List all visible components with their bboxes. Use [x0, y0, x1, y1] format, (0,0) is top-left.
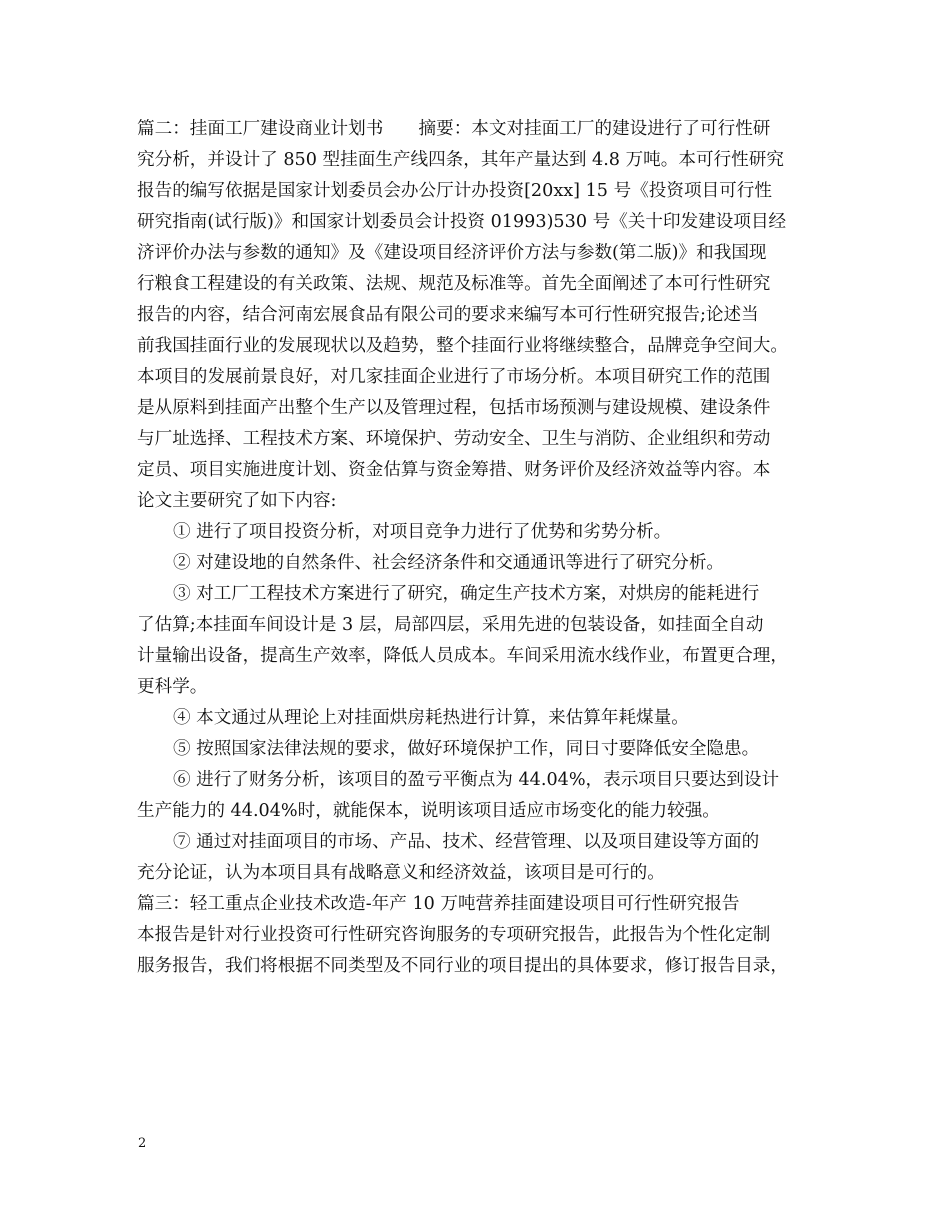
text-line: 报告的内容，结合河南宏展食品有限公司的要求来编写本可行性研究报告;论述当: [137, 305, 759, 325]
section-heading-line: 篇三：轻工重点企业技术改造-年产 10 万吨营养挂面建设项目可行性研究报告: [137, 894, 740, 914]
text-line: 计量输出设备，提高生产效率，降低人员成本。车间采用流水线作业，布置更合理，: [137, 646, 788, 666]
text-line: 篇二：挂面工厂建设商业计划书 摘要：本文对挂面工厂的建设进行了可行性研: [137, 119, 771, 139]
text-line: 报告的编写依据是国家计划委员会办公厅计办投资[20xx] 15 号《投资项目可行性: [137, 181, 772, 201]
text-line: 定员、项目实施进度计划、资金估算与资金筹措、财务评价及经济效益等内容。本: [137, 460, 771, 480]
text-line: 了估算;本挂面车间设计是 3 层，局部四层，采用先进的包装设备，如挂面全自动: [137, 615, 764, 635]
list-item-4: ④ 本文通过从理论上对挂面烘房耗热进行计算，来估算年耗煤量。: [173, 708, 689, 728]
list-item-6: ⑥ 进行了财务分析，该项目的盈亏平衡点为 44.04%，表示项目只要达到设计: [173, 770, 780, 790]
text-line: 更科学。: [137, 677, 208, 697]
text-line: 与厂址选择、工程技术方案、环境保护、劳动安全、卫生与消防、企业组织和劳动: [137, 429, 771, 449]
list-item-3: ③ 对工厂工程技术方案进行了研究，确定生产技术方案，对烘房的能耗进行: [173, 584, 760, 604]
text-line: 济评价办法与参数的通知》及《建设项目经济评价方法与参数(第二版)》和我国现: [137, 243, 767, 263]
text-line: 研究指南(试行版)》和国家计划委员会计投资 01993)530 号《关十印发建设项目经: [137, 212, 787, 232]
text-line: 生产能力的 44.04%时，就能保本，说明该项目适应市场变化的能力较强。: [137, 801, 720, 821]
list-item-1: ① 进行了项目投资分析，对项目竞争力进行了优势和劣势分析。: [173, 522, 672, 542]
text-line: 前我国挂面行业的发展现状以及趋势，整个挂面行业将继续整合，品牌竞争空间大。: [137, 336, 788, 356]
text-line: 究分析，并设计了 850 型挂面生产线四条，其年产量达到 4.8 万吨。本可行性研究: [137, 150, 784, 170]
page-number: 2: [138, 1136, 147, 1151]
text-line: 本报告是针对行业投资可行性研究咨询服务的专项研究报告，此报告为个性化定制: [137, 925, 771, 945]
document-body: [137, 114, 837, 982]
list-item-5: ⑤ 按照国家法律法规的要求，做好环境保护工作，同日寸要降低安全隐患。: [173, 739, 760, 759]
list-item-7: ⑦ 通过对挂面项目的市场、产品、技术、经营管理、以及项目建设等方面的: [173, 832, 760, 852]
text-line: 充分论证，认为本项目具有战略意义和经济效益，该项目是可行的。: [137, 863, 665, 883]
text-line: 本项目的发展前景良好，对几家挂面企业进行了市场分析。本项目研究工作的范围: [137, 367, 771, 387]
list-item-2: ② 对建设地的自然条件、社会经济条件和交通通讯等进行了研究分析。: [173, 553, 725, 573]
text-line: 是从原料到挂面产出整个生产以及管理过程，包括市场预测与建设规模、建设条件: [137, 398, 771, 418]
text-line: 服务报告，我们将根据不同类型及不同行业的项目提出的具体要求，修订报告目录，: [137, 956, 788, 976]
text-line: 行粮食工程建设的有关政策、法规、规范及标准等。首先全面阐述了本可行性研究: [137, 274, 771, 294]
text-line: 论文主要研究了如下内容:: [137, 491, 337, 511]
